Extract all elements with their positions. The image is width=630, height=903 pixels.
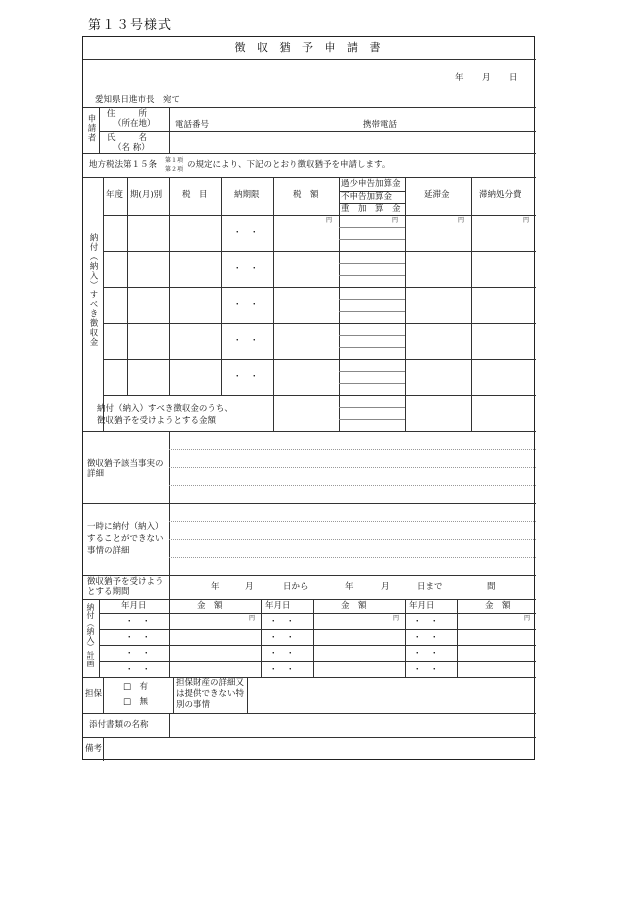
header-penalty-heavy: 重 加 算 金 xyxy=(341,204,401,214)
name-label: 氏 名 xyxy=(107,133,150,143)
deadline-dots: ・ ・ xyxy=(233,372,259,382)
period-from-suffix: 日から xyxy=(283,582,309,592)
tax-row-line xyxy=(103,395,536,396)
facts-label-text: 徴収猶予該当事実の詳細 xyxy=(87,459,164,479)
plan-date-dots: ・ ・ xyxy=(413,665,439,675)
penalty-subline xyxy=(339,371,405,372)
tax-col-line xyxy=(127,177,128,395)
date-day-label: 日 xyxy=(509,73,518,83)
period-bottom xyxy=(83,599,536,600)
header-year: 年度 xyxy=(106,190,124,200)
plan-row-line xyxy=(99,613,536,614)
period-days: 間 xyxy=(487,582,496,592)
plan-amount-header: 金 額 xyxy=(341,601,367,611)
statement-item1: 第１項 xyxy=(165,157,184,164)
plan-col-line xyxy=(405,599,406,677)
unit-yen: 円 xyxy=(392,217,399,224)
statement-prefix: 地方税法第１５条 xyxy=(89,160,158,170)
plan-date-dots: ・ ・ xyxy=(413,649,439,659)
header-penalty-underreport: 過少申告加算金 xyxy=(341,179,401,189)
period-to-month: 月 xyxy=(381,582,390,592)
penalty-subline xyxy=(339,311,405,312)
collateral-detail-label xyxy=(176,678,246,711)
statement-suffix: の規定により、下記のとおり徴収猶予を申請します。 xyxy=(187,160,391,170)
reason-label-text: 一時に納付（納入）することができない事情の詳細 xyxy=(87,522,164,556)
collateral-no-option[interactable]: □ 無 xyxy=(123,697,149,707)
penalty-subline xyxy=(339,347,405,348)
plan-unit-yen: 円 xyxy=(249,615,256,622)
tax-table-bottom xyxy=(83,431,536,432)
collateral-yes-option[interactable]: □ 有 xyxy=(123,682,149,692)
mobile-label: 携帯電話 xyxy=(363,120,398,130)
title-divider xyxy=(83,59,536,60)
header-tax-item: 税 目 xyxy=(182,190,208,200)
plan-col-line xyxy=(313,599,314,677)
plan-date-dots: ・ ・ xyxy=(413,633,439,643)
plan-row-line xyxy=(99,629,536,630)
plan-date-header: 年月日 xyxy=(265,601,291,611)
header-fee: 滞納処分費 xyxy=(479,190,522,200)
plan-date-header: 年月日 xyxy=(121,601,147,611)
date-month-label: 月 xyxy=(482,73,491,83)
header-penalty-nonfiling: 不申告加算金 xyxy=(341,192,393,202)
deadline-dots: ・ ・ xyxy=(233,336,259,346)
name-label-sub: （名 称） xyxy=(113,143,150,153)
applicant-section-label: 申請者 xyxy=(86,114,96,143)
penalty-subline xyxy=(339,419,405,420)
address-label-sub: （所在地） xyxy=(113,119,156,129)
period-to-suffix: 日まで xyxy=(417,582,443,592)
plan-date-dots: ・ ・ xyxy=(125,665,151,675)
plan-date-dots: ・ ・ xyxy=(269,617,295,627)
facts-writing-line xyxy=(169,449,536,450)
plan-unit-yen: 円 xyxy=(393,615,400,622)
period-from-month: 月 xyxy=(245,582,254,592)
tax-row-line xyxy=(103,251,536,252)
statement-item2: 第２項 xyxy=(165,166,184,173)
plan-date-dots: ・ ・ xyxy=(125,633,151,643)
header-delinquency: 延滞金 xyxy=(424,190,450,200)
header-tax-amount: 税 額 xyxy=(293,190,319,200)
plan-date-header: 年月日 xyxy=(409,601,435,611)
tax-col-line xyxy=(169,177,170,395)
attachments-label-line xyxy=(169,713,170,737)
reason-writing-line xyxy=(169,539,536,540)
phone-label: 電話番号 xyxy=(175,120,210,130)
plan-date-dots: ・ ・ xyxy=(269,665,295,675)
deadline-dots: ・ ・ xyxy=(233,300,259,310)
subtotal-label-2: 徴収猶予を受けようとする金額 xyxy=(97,416,217,426)
tax-header-bottom xyxy=(103,215,536,216)
tax-side-label: 納付（納入）すべき徴収金 xyxy=(88,233,98,347)
penalty-subline xyxy=(339,383,405,384)
period-label-line xyxy=(169,575,170,599)
penalty-subline xyxy=(339,263,405,264)
tax-row-line xyxy=(103,287,536,288)
period-label-text: 徴収猶予を受けようとする期間 xyxy=(87,577,164,597)
period-from-year: 年 xyxy=(211,582,220,592)
plan-date-dots: ・ ・ xyxy=(269,633,295,643)
collateral-bottom xyxy=(83,713,536,714)
plan-col-line xyxy=(261,599,262,677)
date-year-label: 年 xyxy=(455,73,464,83)
facts-bottom xyxy=(83,503,536,504)
header-period: 期(月)別 xyxy=(130,190,163,200)
applicant-bottom-line xyxy=(83,153,536,154)
reason-writing-line xyxy=(169,557,536,558)
tax-row-line xyxy=(103,323,536,324)
penalty-subline xyxy=(339,239,405,240)
unit-yen: 円 xyxy=(458,217,465,224)
plan-side-label: 納付（納入）計画 xyxy=(86,603,95,667)
reason-label xyxy=(87,521,167,557)
penalty-subline xyxy=(339,335,405,336)
plan-date-dots: ・ ・ xyxy=(269,649,295,659)
deadline-dots: ・ ・ xyxy=(233,228,259,238)
application-form xyxy=(82,36,535,760)
addressee: 愛知県日進市長 宛て xyxy=(95,95,181,105)
applicant-row-line xyxy=(99,131,536,132)
collateral-detail-text: 担保財産の詳細又は提供できない特別の事情 xyxy=(176,678,245,710)
remarks-label-line xyxy=(103,737,104,761)
plan-date-dots: ・ ・ xyxy=(413,617,439,627)
reason-writing-line xyxy=(169,521,536,522)
attachments-label: 添付書類の名称 xyxy=(89,720,149,730)
tax-row-line xyxy=(103,359,536,360)
collateral-col-line xyxy=(247,677,248,713)
plan-col-line xyxy=(457,599,458,677)
facts-writing-line xyxy=(169,467,536,468)
remarks-label: 備考 xyxy=(85,744,103,754)
period-label xyxy=(87,577,169,597)
reason-bottom xyxy=(83,575,536,576)
penalty-subline xyxy=(339,407,405,408)
collateral-label-line xyxy=(103,677,104,713)
plan-row-line xyxy=(99,661,536,662)
unit-yen: 円 xyxy=(326,217,333,224)
header-deadline: 納期限 xyxy=(234,190,260,200)
applicant-col-line xyxy=(99,107,100,153)
tax-col-line xyxy=(221,177,222,395)
plan-unit-yen: 円 xyxy=(524,615,531,622)
deadline-dots: ・ ・ xyxy=(233,264,259,274)
facts-writing-line xyxy=(169,485,536,486)
period-to-year: 年 xyxy=(345,582,354,592)
plan-bottom xyxy=(83,677,536,678)
statement-divider xyxy=(83,177,536,178)
attachments-bottom xyxy=(83,737,536,738)
plan-side-line xyxy=(99,599,100,677)
plan-amount-header: 金 額 xyxy=(485,601,511,611)
addressee-divider xyxy=(83,107,536,108)
collateral-col-line xyxy=(173,677,174,713)
plan-amount-header: 金 額 xyxy=(197,601,223,611)
plan-col-line xyxy=(169,599,170,677)
plan-row-line xyxy=(99,645,536,646)
penalty-subline xyxy=(339,299,405,300)
plan-date-dots: ・ ・ xyxy=(125,617,151,627)
unit-yen: 円 xyxy=(523,217,530,224)
penalty-subline xyxy=(339,275,405,276)
subtotal-label: 納付（納入）すべき徴収金のうち、 xyxy=(97,404,233,414)
collateral-label: 担保 xyxy=(85,689,103,699)
form-number: 第１３号様式 xyxy=(88,18,173,33)
facts-label xyxy=(87,459,167,479)
plan-date-dots: ・ ・ xyxy=(125,649,151,659)
penalty-subline xyxy=(339,227,405,228)
form-title: 徴 収 猶 予 申 請 書 xyxy=(234,41,385,54)
applicant-label-line xyxy=(169,107,170,153)
address-label: 住 所 xyxy=(107,109,150,119)
